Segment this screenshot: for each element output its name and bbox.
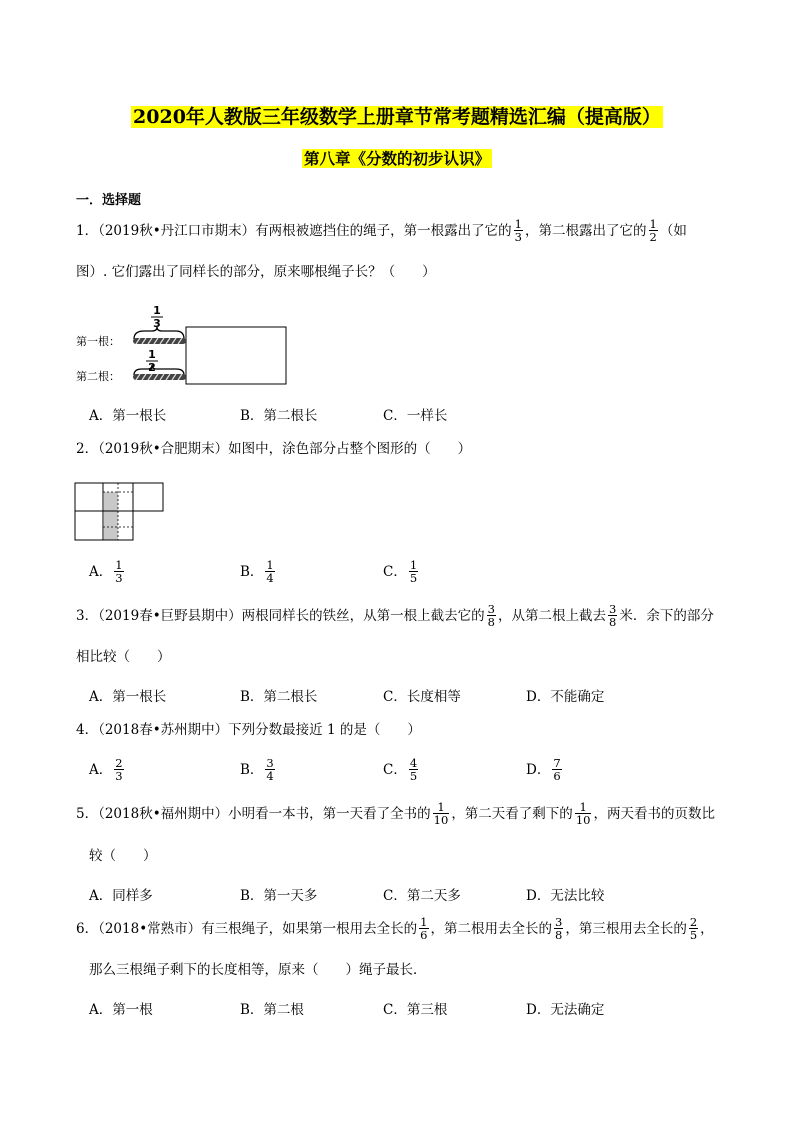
page-subtitle [0, 148, 794, 170]
q1-fraction-2: $\frac{1}{2}$ [649, 217, 657, 244]
q4-text: 4．（2018春•苏州期中）下列分数最接近 1 的是（ ） [76, 722, 421, 738]
q1-option-a[interactable]: A．第一根长 [89, 408, 167, 424]
q5-option-a[interactable]: A．同样多 [89, 888, 153, 904]
fig-frac1-den: 3 [153, 317, 161, 330]
q1-line1: 1．（2019秋•丹江口市期末）有两根被遮挡住的绳子，第一根露出了它的 $\frac{1}{3}$ ，第二根露出了它的 $\frac{1}{2}$ （如 [76, 217, 687, 244]
q6-option-b[interactable]: B．第二根 [240, 1002, 304, 1018]
section-heading: 一．选择题 [76, 193, 142, 208]
q3-line1: 3．（2019春•巨野县期中）两根同样长的铁丝，从第一根上截去它的 $\frac{3}{8}$ ，从第二根上截去 $\frac{3}{8}$ 米．余下的部分 [76, 602, 714, 629]
q3-line2: 相比较（ ） [76, 649, 171, 665]
q4-option-a[interactable]: A． $\frac{2}{3}$ [89, 756, 123, 783]
q6-line1: 6．（2018•常熟市）有三根绳子，如果第一根用去全长的 $\frac{1}{6}$ ，第二根用去全长的 $\frac{3}{8}$ ，第三根用去全长的 $\frac{2}{5}$ ， [76, 915, 714, 942]
rope-2 [133, 374, 186, 380]
q1-option-c[interactable]: C．一样长 [383, 408, 448, 424]
rope-1 [133, 338, 186, 344]
q5-option-d[interactable]: D．无法比较 [526, 888, 605, 904]
brace-2 [134, 365, 184, 375]
page-title [0, 104, 794, 130]
fig-frac2-den: 2 [148, 361, 156, 374]
fig-frac1-num: 1 [153, 304, 161, 317]
shaded-cell-1 [104, 492, 118, 512]
q2-option-a[interactable]: A． $\frac{1}{3}$ [89, 558, 123, 585]
q3-option-a[interactable]: A．第一根长 [89, 689, 167, 705]
q3-option-b[interactable]: B．第二根长 [240, 689, 318, 705]
cover-box [186, 327, 286, 384]
fig-label-1: 第一根： [76, 335, 120, 348]
q6-line2: 那么三根绳子剩下的长度相等，原来（ ）绳子最长． [89, 962, 427, 978]
q2-option-c[interactable]: C． $\frac{1}{5}$ [383, 558, 418, 585]
q1-line2: 图）. 它们露出了同样长的部分，原来哪根绳子长？（ ） [76, 264, 436, 280]
q6-option-d[interactable]: D．无法确定 [526, 1002, 605, 1018]
q6-option-c[interactable]: C．第三根 [383, 1002, 448, 1018]
q4-option-b[interactable]: B． $\frac{3}{4}$ [240, 756, 274, 783]
q1-fraction-1: $\frac{1}{3}$ [514, 217, 522, 244]
q4-option-d[interactable]: D． $\frac{7}{6}$ [526, 756, 561, 783]
q6-option-a[interactable]: A．第一根 [89, 1002, 153, 1018]
q2-grid-figure [74, 482, 166, 544]
q3-option-c[interactable]: C．长度相等 [383, 689, 461, 705]
q5-line2: 较（ ） [89, 848, 157, 864]
page-title-text: 2020年人教版三年级数学上册章节常考题精选汇编（提高版） [133, 106, 661, 128]
page-subtitle-text: 第八章《分数的初步认识》 [303, 149, 490, 168]
q1-rope-figure [76, 295, 296, 387]
q3-option-d[interactable]: D．不能确定 [526, 689, 605, 705]
fig-label-2: 第二根： [76, 370, 120, 383]
q5-option-c[interactable]: C．第二天多 [383, 888, 461, 904]
q5-option-b[interactable]: B．第一天多 [240, 888, 318, 904]
q4-option-c[interactable]: C． $\frac{4}{5}$ [383, 756, 418, 783]
fig-frac2-num: 1 [148, 348, 156, 361]
q5-line1: 5．（2018秋•福州期中）小明看一本书，第一天看了全书的 $\frac{1}{10}$ ，第二天看了剩下的 $\frac{1}{10}$ ，两天看书的页数比 [76, 800, 715, 827]
q2-option-b[interactable]: B． $\frac{1}{4}$ [240, 558, 274, 585]
q2-text: 2．（2019秋•合肥期末）如图中，涂色部分占整个图形的（ ） [76, 441, 472, 457]
q1-option-b[interactable]: B．第二根长 [240, 408, 318, 424]
shaded-cell-2 [104, 512, 118, 540]
